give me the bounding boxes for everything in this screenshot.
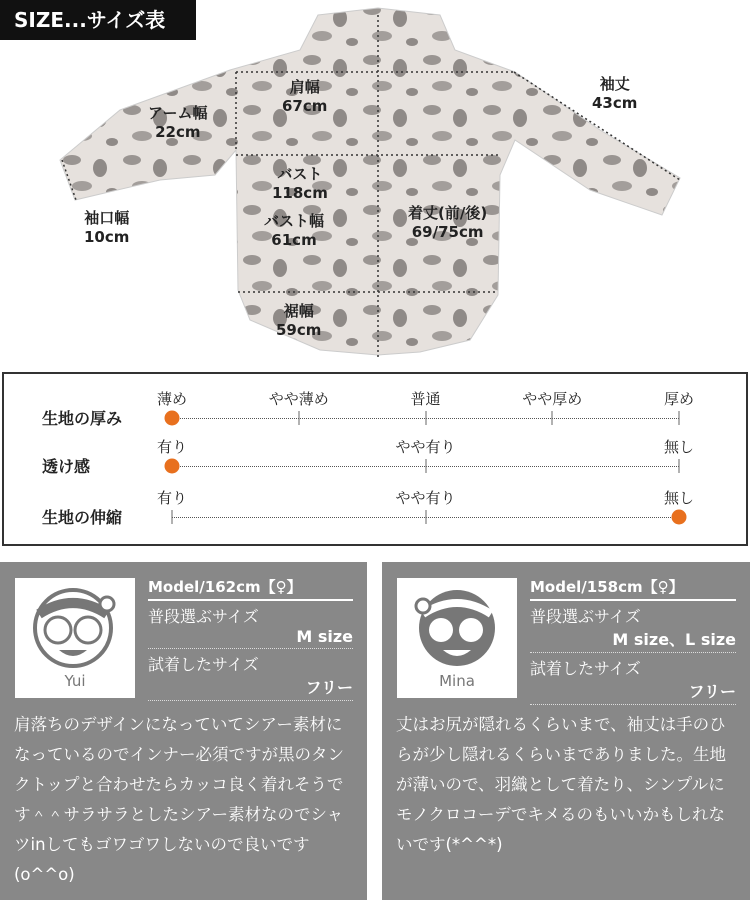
avatar-mina [397,578,517,698]
scale-tick-label: 薄め [156,390,188,408]
cuff-measure [84,209,129,247]
grinning-face-icon [397,578,517,678]
scale-marker-stretch [672,510,687,525]
model-name: Mina [439,672,475,690]
model-panel-mina [382,562,750,900]
arm-width-value: 22cm [155,123,201,141]
bust-width-label: バスト幅 [264,212,325,230]
shirt-illustration [0,0,750,370]
scale-tick [425,411,426,425]
model-height: Model/158cm【♀】 [530,576,736,601]
scale-tick-label: 普通 [410,390,441,408]
model-comment: 丈はお尻が隠れるくらいまで、袖丈は手のひらが少し隠れるくらいまでありました。生地が薄いので、羽織として着たり、シンプルにモノクロコーデでキメるのもいいかもしれないです(*^^*) [396,715,726,854]
usual-size-value: M size [148,627,353,649]
model-name: Yui [64,672,86,690]
scale-tick [298,411,299,425]
length-value: 69/75cm [411,223,484,241]
tried-size-value: フリー [530,679,736,705]
cuff-value: 10cm [84,228,130,246]
sleeve-measure [592,75,637,113]
sleeve-value: 43cm [592,94,638,112]
scale-tick-label: やや有り [395,438,456,456]
arm-width-measure [148,104,208,142]
scale-tick [552,411,553,425]
shoulder-label: 肩幅 [289,78,320,96]
bust-width-value: 61cm [271,231,317,249]
shoulder-value: 67cm [282,97,328,115]
bust-value: 118cm [272,184,328,202]
bust-measure [272,165,328,203]
scale-tick [172,510,173,524]
scale-tick-label: 厚め [663,390,695,408]
usual-size-label: 普段選ぶサイズ [530,607,641,626]
hem-value: 59cm [276,321,322,339]
length-measure [408,204,487,242]
length-label: 着丈(前/後) [408,204,488,222]
usual-size-label: 普段選ぶサイズ [148,607,259,626]
scale-tick-label: 有り [156,489,188,507]
size-chart-title: SIZE...サイズ表 [0,0,196,40]
hem-label: 裾幅 [283,302,314,320]
scale-tick-label: 有り [156,438,188,456]
cuff-label: 袖口幅 [84,209,130,227]
usual-size-value: M size、L size [530,627,736,653]
arm-width-label: アーム幅 [148,104,208,122]
tried-size-label: 試着したサイズ [530,659,641,678]
tried-size-label: 試着したサイズ [148,655,259,674]
scale-marker-transparency [165,459,180,474]
scale-tick-label: 無し [663,438,695,456]
scale-tick-label: やや薄め [268,390,329,408]
model-panel-yui [0,562,367,900]
scale-tick-label: やや厚め [522,390,583,408]
hem-measure [276,302,321,340]
scale-marker-thickness [165,411,180,426]
model-height: Model/162cm【♀】 [148,576,353,601]
sleeve-label: 袖丈 [599,75,630,93]
scale-tick-label: やや有り [395,489,456,507]
scale-label-transparency: 透け感 [42,457,91,476]
scale-label-stretch: 生地の伸縮 [42,508,123,527]
scale-tick-label: 無し [663,489,695,507]
scale-tick [679,459,680,473]
model-comment: 肩落ちのデザインになっていてシアー素材になっているのでインナー必須ですが黒のタンクトップと合わせたらカッコ良く着れそうです＾＾サラサラとしたシアー素材なのでシャツinしてもゴワゴワしないので良いです(o^^o) [14,715,344,884]
bust-width-measure [264,212,324,250]
bust-label: バスト [277,165,323,183]
smiling-face-icon [15,578,135,678]
scale-tick [679,411,680,425]
scale-tick [425,510,426,524]
avatar-yui [15,578,135,698]
scale-label-thickness: 生地の厚み [42,409,123,428]
scale-tick [425,459,426,473]
shoulder-measure [282,78,327,116]
tried-size-value: フリー [148,675,353,701]
